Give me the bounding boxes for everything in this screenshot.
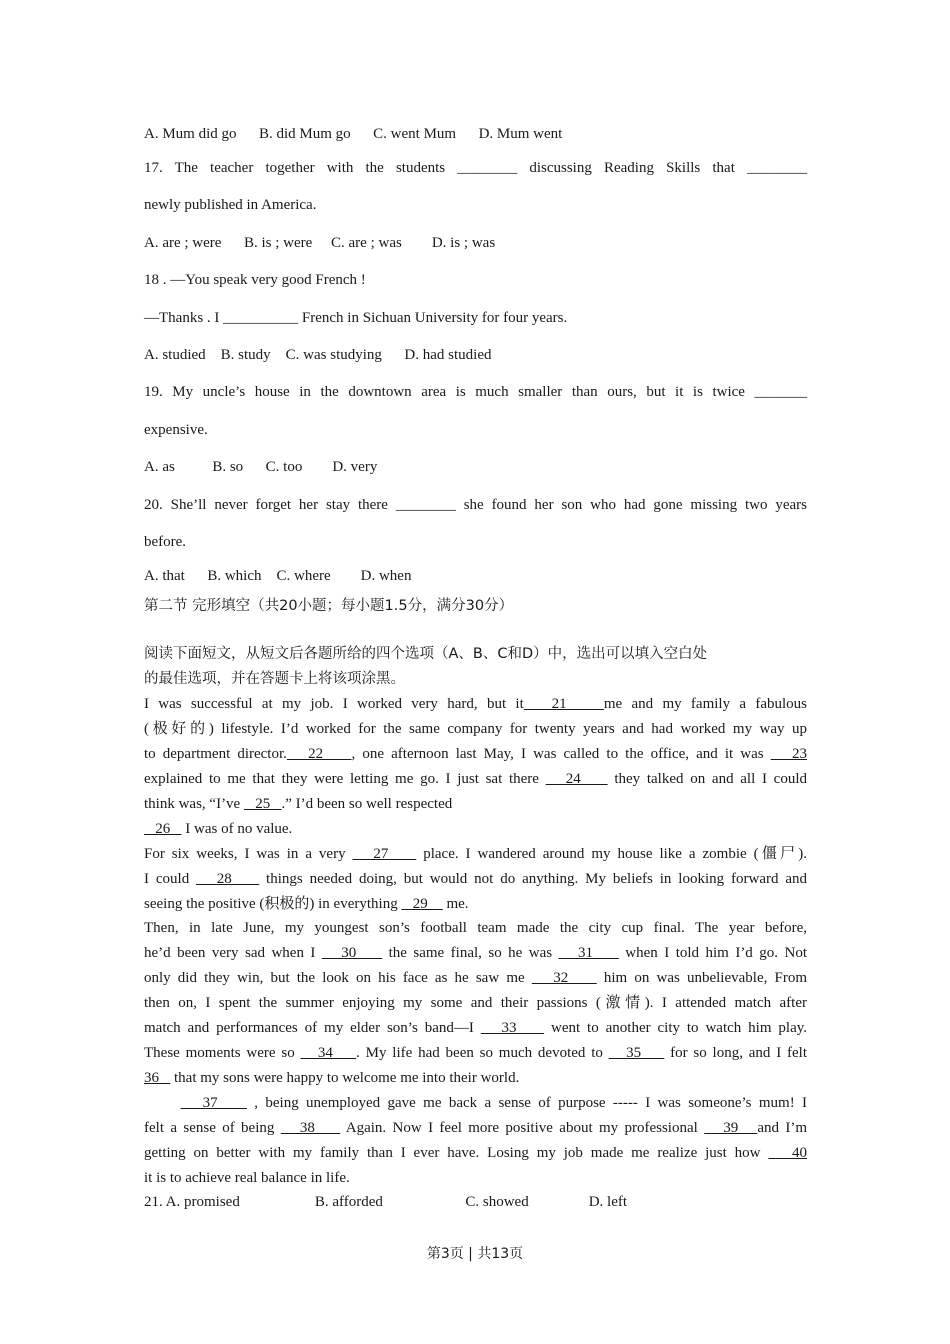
passage-line: 36 that my sons were happy to welcome me into their world. (144, 1069, 520, 1086)
passage-line: 37 , being unemployed gave me back a sense of purpose ----- I was someone’s mum! I (180, 1094, 808, 1111)
question-19 (144, 374, 807, 486)
passage-line: I was successful at my job. I worked very hard, but it 21 me and my family a fabulous (144, 696, 808, 713)
section-title: 第二节 完形填空（共20小题；每小题1.5分，满分30分） (144, 598, 514, 615)
passage-line: I could 28 things needed doing, but would not do anything. My beliefs in looking forward and (144, 870, 807, 887)
instruction-line: 阅读下面短文，从短文后各题所给的四个选项（A、B、C和D）中，选出可以填入空白处 (144, 646, 708, 663)
blank-24: 24 (545, 771, 608, 787)
q20-stem-line1: 20. She’ll never forget her stay there ________ she found her son who had gone missing two years (144, 496, 807, 513)
q20-options: A. that B. which C. where D. when (144, 568, 412, 585)
passage-line: think was, “I’ve 25 .” I’d been so well respected (144, 795, 453, 812)
question-20 (144, 487, 807, 592)
blank-21: 21 (523, 696, 604, 713)
passage-line: felt a sense of being 38 Again. Now I feel more positive about my professional 39 and I’m (144, 1119, 807, 1136)
blank-31: 31 (558, 945, 619, 962)
passage-line: it is to achieve real balance in life. (144, 1169, 350, 1186)
instruction-line: 的最佳选项，并在答题卡上将该项涂黑。 (144, 671, 405, 688)
question-18 (144, 262, 807, 374)
passage-line: only did they win, but the look on his face as he saw me 32 him on was unbelievable, From (144, 970, 807, 987)
passage-line: seeing the positive (积极的) in everything 29 me. (144, 895, 469, 912)
blank-37: 37 (180, 1094, 247, 1111)
blank-40: 40 (768, 1144, 807, 1161)
passage-line: For six weeks, I was in a very 27 place. I wandered around my house like a zombie (僵尸). (144, 845, 807, 862)
q18-options: A. studied B. study C. was studying D. had studied (144, 347, 492, 364)
blank-30: 30 (321, 945, 383, 962)
q17-stem-line2: newly published in America. (144, 197, 317, 214)
passage-line: then on, I spent the summer enjoying my some and their passions (激情). I attended match after (144, 995, 807, 1012)
passage-line: Then, in late June, my youngest son’s football team made the city cup final. The year before, (144, 920, 807, 937)
blank-22: 22 (286, 746, 352, 763)
blank-36: 36 (144, 1069, 171, 1086)
q19-stem-line2: expensive. (144, 421, 208, 438)
blank-28: 28 (196, 870, 260, 887)
blank-27: 27 (352, 845, 417, 862)
q19-stem-line1: 19. My uncle’s house in the downtown area is much smaller than ours, but it is twice _______ (144, 384, 807, 401)
passage-line: match and performances of my elder son’s band—I 33 went to another city to watch him play. (144, 1020, 808, 1037)
passage-line: 26 I was of no value. (144, 820, 293, 837)
passage-line: These moments were so 34 . My life had been so much devoted to 35 for so long, and I felt (144, 1044, 807, 1061)
passage-line: (极好的) lifestyle. I’d worked for the same company for twenty years and had worked my way up (144, 721, 807, 738)
blank-33: 33 (480, 1020, 545, 1037)
q19-options: A. as B. so C. too D. very (144, 459, 378, 476)
blank-32: 32 (531, 970, 597, 987)
exam-page (144, 118, 807, 1215)
instructions (144, 642, 807, 692)
passage-line: to department director. 22 , one afternoon last May, I was called to the office, and it was 23 (144, 746, 808, 763)
q20-stem-line2: before. (144, 534, 187, 551)
blank-25: 25 (243, 795, 282, 812)
blank-23: 23 (770, 746, 808, 763)
blank-39: 39 (704, 1119, 758, 1136)
q21-options: 21. A. promised B. afforded C. showed D. left (144, 1194, 628, 1211)
question-17 (144, 150, 807, 262)
q18-stem-line1: 18 . —You speak very good French ! (144, 272, 366, 289)
passage-line: getting on better with my family than I ever have. Losing my job made me realize just how 40 (144, 1144, 807, 1161)
blank-34: 34 (300, 1044, 357, 1061)
q17-options: A. are ; were B. is ; were C. are ; was D. is ; was (144, 234, 496, 251)
passage-line: explained to me that they were letting me go. I just sat there 24 they talked on and all I could (144, 771, 807, 787)
blank-35: 35 (608, 1044, 665, 1061)
q18-stem-line2: —Thanks . I __________ French in Sichuan University for four years. (144, 309, 568, 326)
blank-26: 26 (144, 820, 182, 837)
page-footer: 第3页 | 共13页 (426, 1246, 524, 1262)
blank-29: 29 (401, 895, 443, 912)
passage-line: he’d been very sad when I 30 the same final, so he was 31 when I told him I’d go. Not (144, 945, 807, 962)
blank-38: 38 (280, 1119, 341, 1136)
q16-options: A. Mum did go B. did Mum go C. went Mum D. Mum went (144, 126, 563, 142)
q17-stem-line1: 17. The teacher together with the students ________ discussing Reading Skills that ________ (144, 160, 807, 176)
passage (144, 692, 807, 1190)
